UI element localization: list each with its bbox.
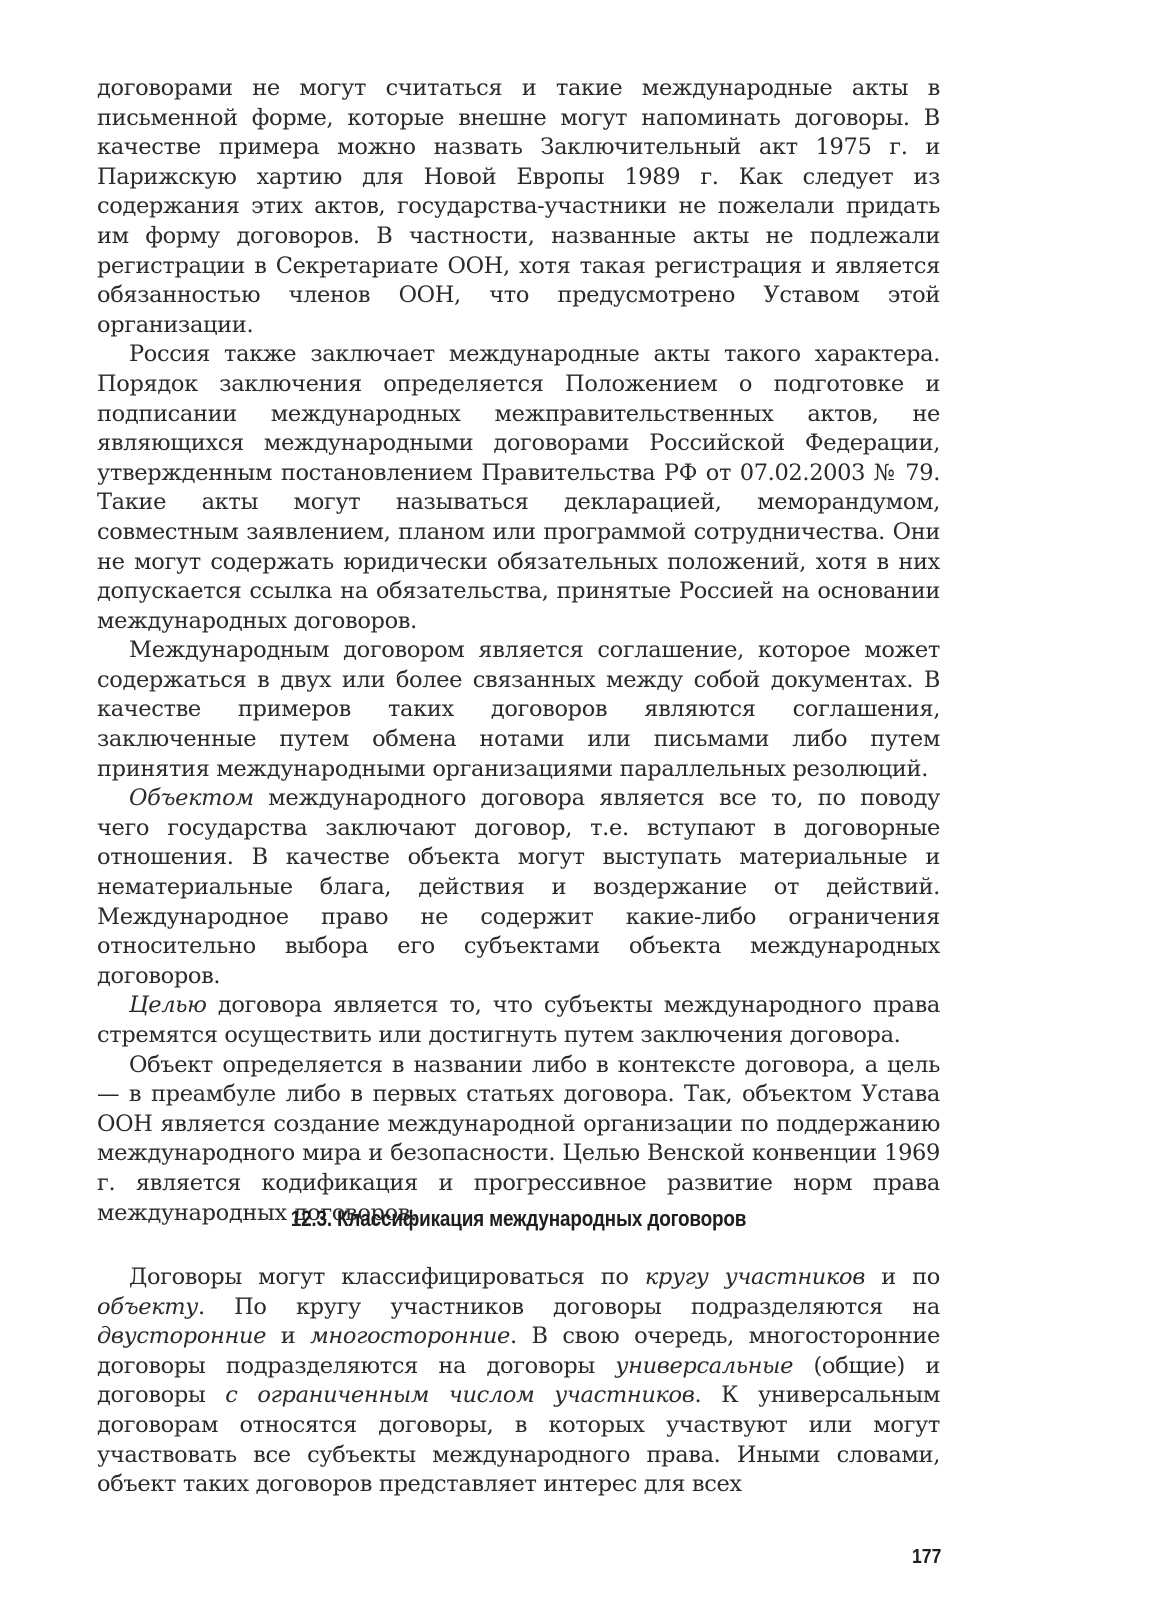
- paragraph: [97, 74, 940, 340]
- italic-term: с ограниченным числом участников: [225, 1382, 695, 1409]
- paragraph-text: международного договора является все то, по поводу чего государства заключают договор, т.е. вступают в договорные отношения. В качестве объекта могут выступать материальные и нематериальные блага, действия и воздержание от действий. Международное право не содержит какие-либо ограничения относительно выбора его субъектами объекта международных договоров.: [97, 785, 940, 989]
- body-text: [97, 74, 940, 1228]
- italic-term: универсальные: [615, 1352, 794, 1379]
- section-body-text: [97, 1263, 940, 1500]
- paragraph-text: (общие) и договоры: [97, 1352, 940, 1409]
- paragraph-text: договорами не могут считаться и такие международные акты в письменной форме, которые внешне могут напоминать договоры. В качестве примера можно назвать Заключительный акт 1975 г. и Парижскую хартию для Новой Европы 1989 г. Как следует из содержания этих актов, государства-участники не пожелали придать им форму договоров. В частности, названные акты не подлежали регистрации в Секретариате ООН, хотя такая регистрация и является обязанностью членов ООН, что предусмотрено Уставом этой организации.: [97, 75, 940, 338]
- italic-term: двусторонние: [97, 1323, 267, 1350]
- paragraph-text: . К универсальным договорам относятся договоры, в которых участвуют или могут участвовать все субъекты международного права. Иными словами, объект таких договоров представляет интерес для всех: [97, 1382, 940, 1498]
- italic-term: многосторонние: [310, 1323, 511, 1350]
- italic-term: объекту: [97, 1293, 198, 1320]
- paragraph-text: Объект определяется в названии либо в контексте договора, а цель — в преамбуле либо в первых статьях договора. Так, объектом Устава ООН является создание международной организации по поддержанию международного мира и безопасности. Целью Венской конвенции 1969 г. является кодификация и прогрессивное развитие норм права международных договоров.: [97, 1051, 940, 1226]
- paragraph-text: договора является то, что субъекты международного права стремятся осуществить или достигнуть путем заключения договора.: [97, 992, 940, 1048]
- italic-term: Объектом: [129, 785, 254, 812]
- paragraph-text: . В свою очередь, многосторонние договоры подразделяются на договоры: [97, 1323, 940, 1379]
- paragraph: [97, 340, 940, 636]
- italic-term: Целью: [129, 992, 207, 1019]
- paragraph-text: . По кругу участников договоры подразделяются на: [197, 1293, 940, 1320]
- paragraph: [97, 784, 940, 991]
- paragraph-text: Международным договором является соглашение, которое может содержаться в двух или более связанных между собой документах. В качестве примеров таких договоров являются соглашения, заключенные путем обмена нотами или письмами либо путем принятия международными организациями параллельных резолюций.: [97, 637, 940, 782]
- section-heading: 12.3. Классификация международных договоров: [290, 1206, 747, 1231]
- paragraphs: [97, 74, 940, 1228]
- italic-term: кругу участников: [644, 1264, 865, 1290]
- page-number: 177: [911, 1546, 941, 1568]
- paragraph-text: Россия также заключает международные акты такого характера. Порядок заключения определяется Положением о подготовке и подписании международных межправительственных актов, не являющихся международными договорами Российской Федерации, утвержденным постановлением Правительства РФ от 07.02.2003 № 79. Такие акты могут называться декларацией, меморандумом, совместным заявлением, планом или программой сотрудничества. Они не могут содержать юридически обязательных положений, хотя в них допускается ссылка на обязательства, принятые Россией на основании международных договоров.: [97, 341, 940, 634]
- paragraph: [97, 1263, 940, 1500]
- paragraph: [97, 991, 940, 1050]
- paragraph-text: и по: [864, 1264, 940, 1290]
- paragraph: [97, 1051, 940, 1229]
- paragraph: [97, 636, 940, 784]
- paragraph-text: и: [266, 1323, 311, 1350]
- paragraph-text: Договоры могут классифицироваться по: [129, 1264, 645, 1290]
